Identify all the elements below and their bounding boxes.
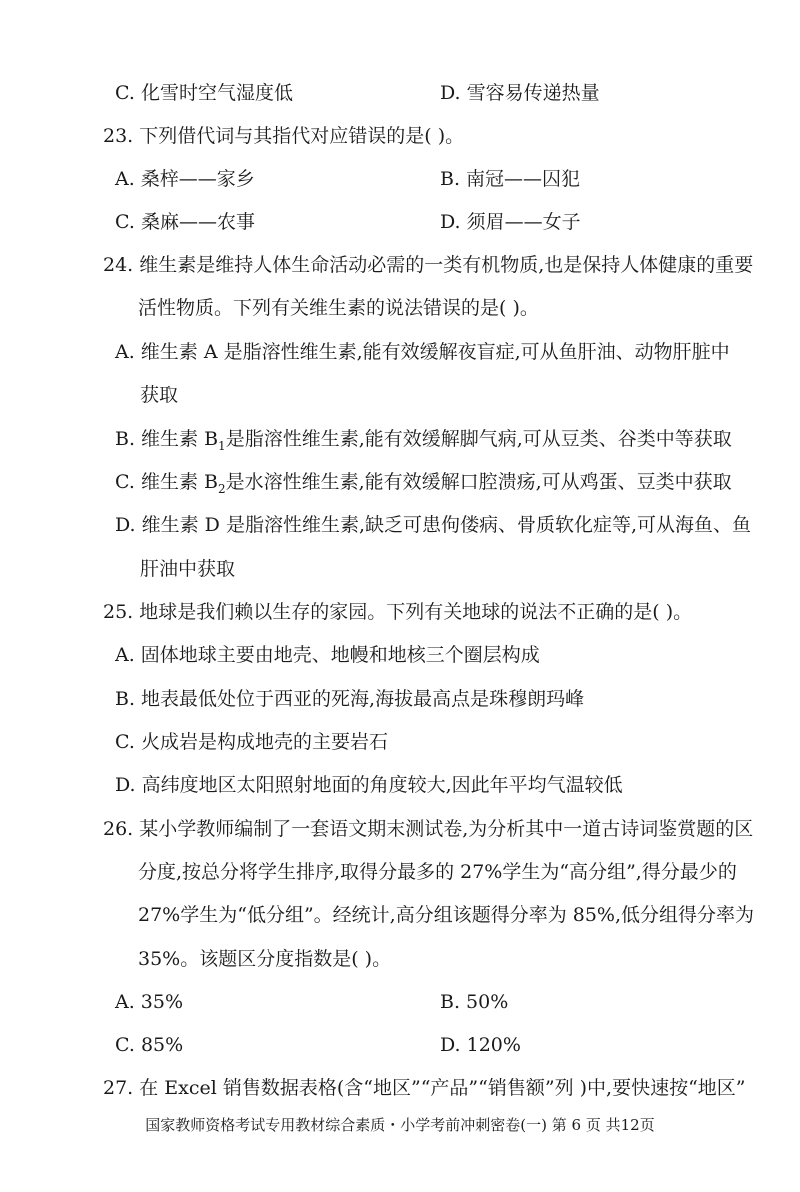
q25-option-a: A. 固体地球主要由地壳、地幔和地核三个圈层构成	[115, 644, 540, 666]
q24-option-d-line-2: 肝油中获取	[140, 558, 236, 580]
q27-stem-line-1: 27. 在 Excel 销售数据表格(含“地区”“产品”“销售额”列 )中,要快速按“地区”	[103, 1077, 746, 1099]
q25-option-c: C. 火成岩是构成地壳的主要岩石	[115, 731, 388, 753]
q23-stem: 23. 下列借代词与其指代对应错误的是( )。	[103, 125, 465, 147]
q23-option-a: A. 桑梓——家乡	[115, 168, 255, 190]
page-footer: 国家教师资格考试专用教材综合素质・小学考前冲刺密卷(一) 第 6 页 共12页	[145, 1116, 655, 1134]
q26-option-d: D. 120%	[440, 1034, 521, 1056]
q26-stem-line-3: 27%学生为“低分组”。经统计,高分组该题得分率为 85%,低分组得分率为	[138, 904, 755, 926]
q24-option-c-subscript: 2	[217, 481, 226, 496]
q26-option-c: C. 85%	[115, 1034, 184, 1056]
q22-option-d: D. 雪容易传递热量	[440, 82, 600, 104]
q24-stem-line-2: 活性物质。下列有关维生素的说法错误的是( )。	[138, 297, 539, 319]
q25-stem: 25. 地球是我们赖以生存的家园。下列有关地球的说法不正确的是( )。	[103, 601, 693, 623]
q25-option-d: D. 高纬度地区太阳照射地面的角度较大,因此年平均气温较低	[115, 774, 623, 796]
q24-option-a-line-2: 获取	[140, 384, 179, 406]
q26-stem-line-4: 35%。该题区分度指数是( )。	[138, 948, 392, 970]
q24-option-c	[115, 469, 732, 495]
q24-option-b-text: 是脂溶性维生素,能有效缓解脚气病,可从豆类、谷类中等获取	[225, 428, 732, 450]
q23-option-b: B. 南冠——囚犯	[440, 168, 581, 190]
q25-option-b: B. 地表最低处位于西亚的死海,海拔最高点是珠穆朗玛峰	[115, 688, 585, 710]
q26-option-a: A. 35%	[115, 991, 184, 1013]
q24-option-b	[115, 426, 732, 452]
q24-option-b-prefix: B. 维生素 B	[115, 428, 219, 450]
q23-option-c: C. 桑麻——农事	[115, 211, 255, 233]
q26-option-b: B. 50%	[440, 991, 509, 1013]
q24-option-a-line-1: A. 维生素 A 是脂溶性维生素,能有效缓解夜盲症,可从鱼肝油、动物肝脏中	[115, 341, 730, 363]
q24-stem-line-1: 24. 维生素是维持人体生命活动必需的一类有机物质,也是保持人体健康的重要	[103, 254, 754, 276]
q23-option-d: D. 须眉——女子	[440, 211, 581, 233]
q26-stem-line-2: 分度,按总分将学生排序,取得分最多的 27%学生为“高分组”,得分最少的	[138, 861, 737, 883]
q24-option-c-prefix: C. 维生素 B	[115, 471, 218, 493]
q22-option-c: C. 化雪时空气湿度低	[115, 82, 293, 104]
q26-stem-line-1: 26. 某小学教师编制了一套语文期末测试卷,为分析其中一道古诗词鉴赏题的区	[103, 818, 754, 840]
q24-option-c-text: 是水溶性维生素,能有效缓解口腔溃疡,可从鸡蛋、豆类中获取	[225, 471, 732, 493]
q24-option-d-line-1: D. 维生素 D 是脂溶性维生素,缺乏可患佝偻病、骨质软化症等,可从海鱼、鱼	[115, 514, 752, 536]
q24-option-b-subscript: 1	[218, 438, 226, 453]
